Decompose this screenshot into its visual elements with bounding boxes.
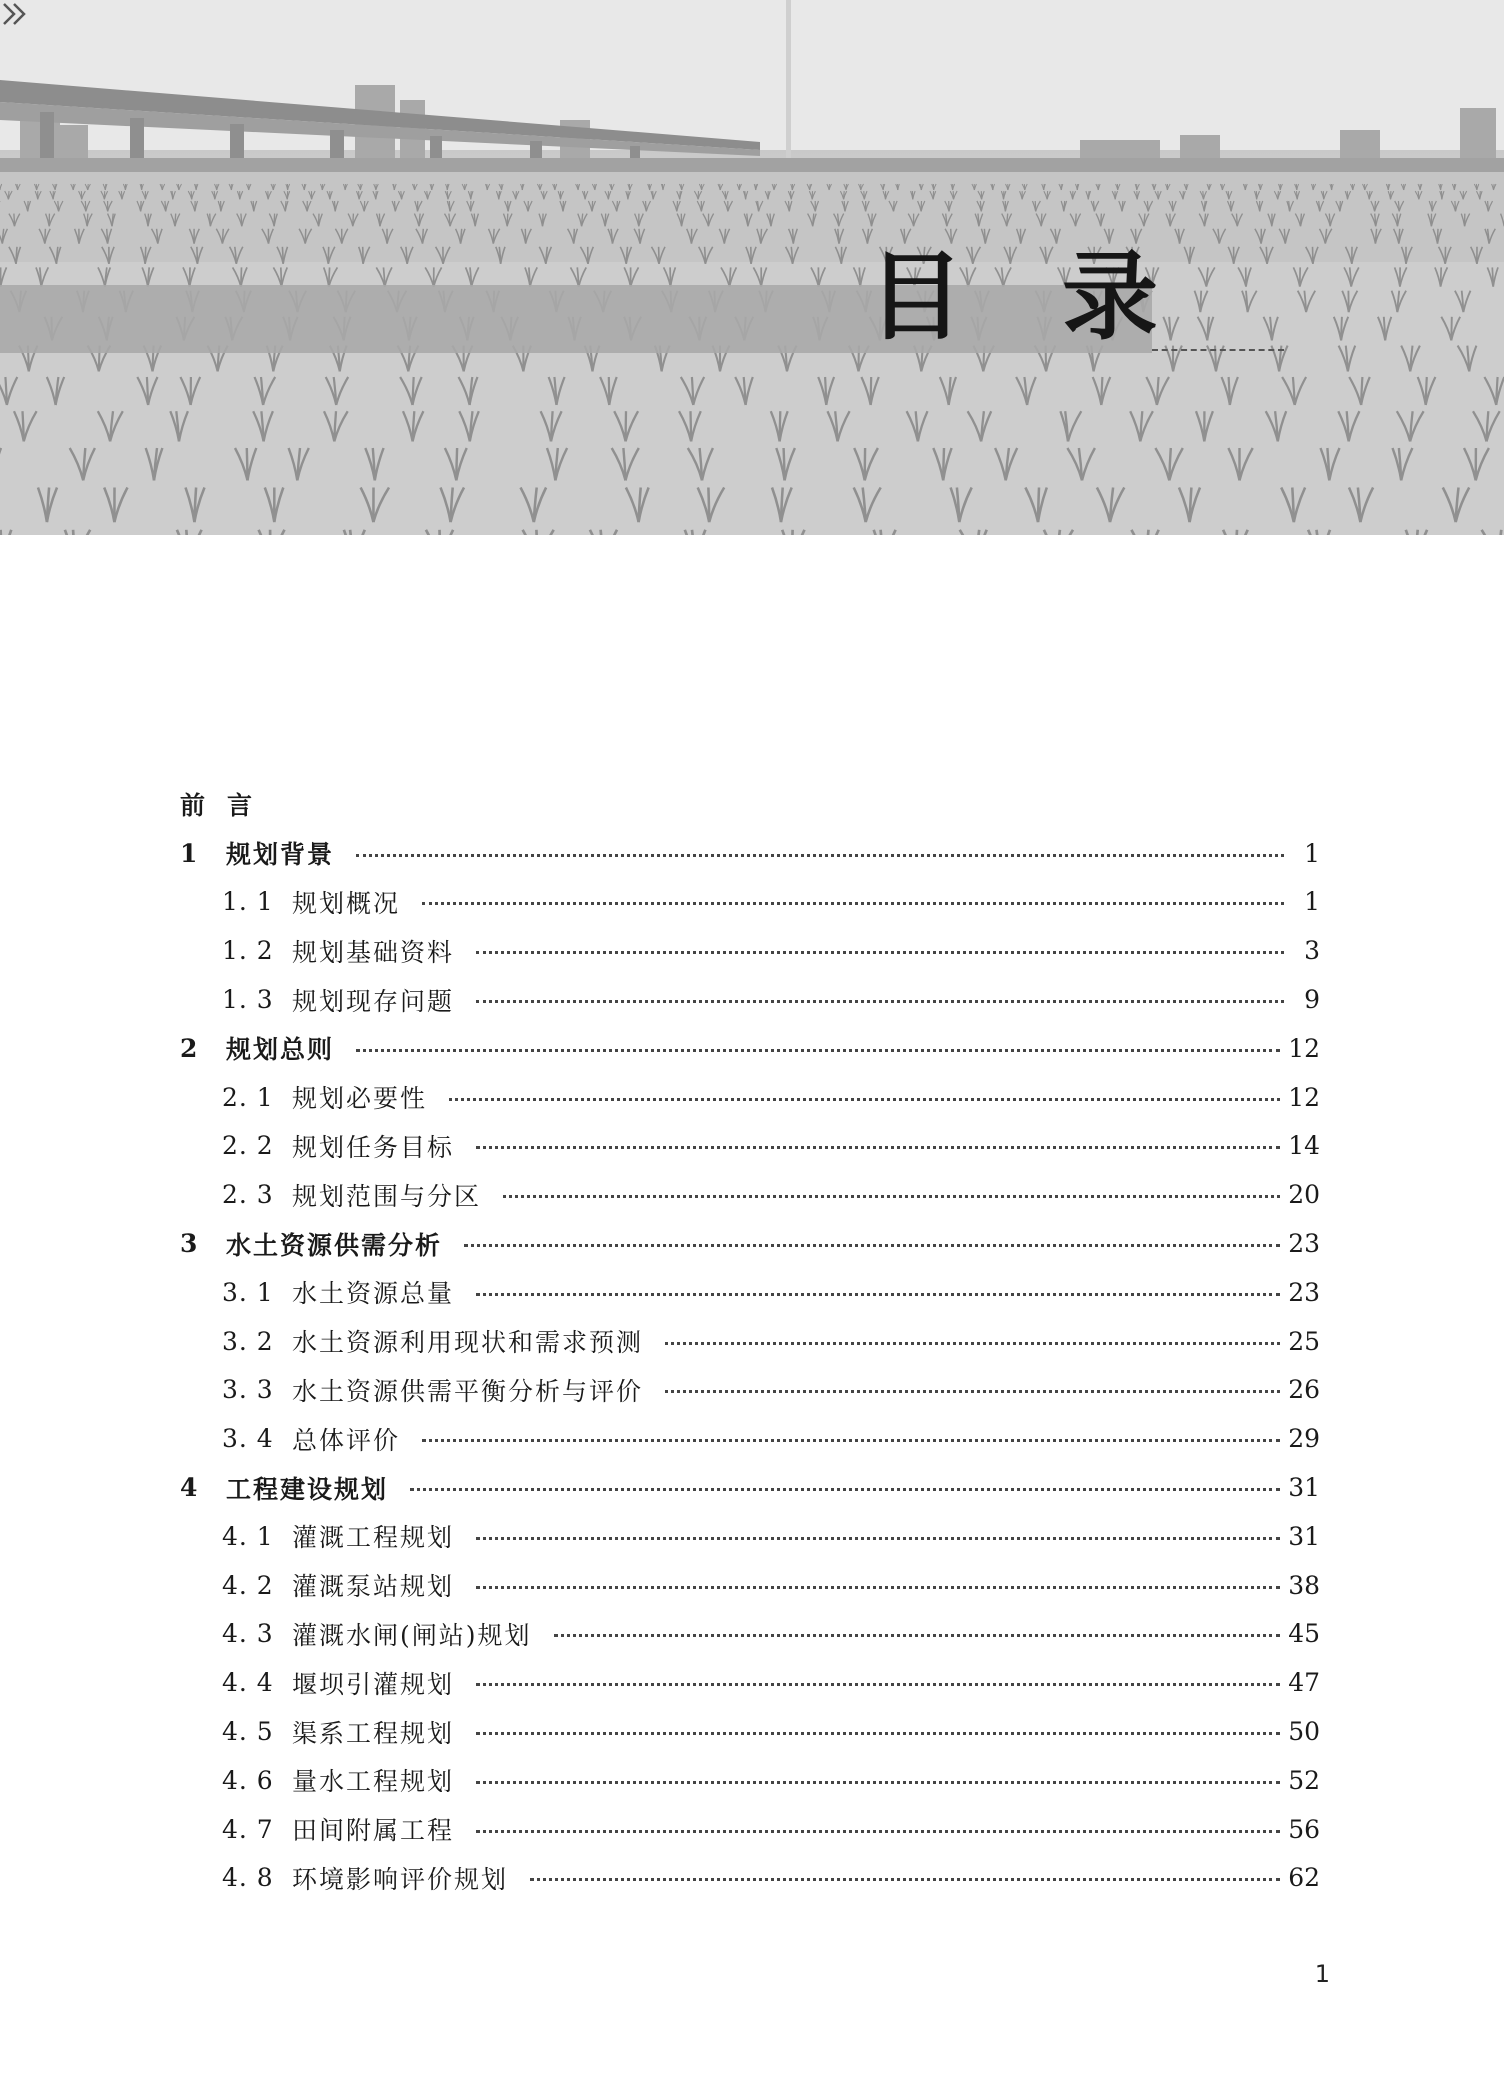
toc-section-row[interactable]: [180, 1366, 1320, 1415]
toc-section-row[interactable]: [180, 1073, 1320, 1122]
toc-label: 堰坝引灌规划: [292, 1669, 455, 1699]
table-of-contents: [180, 780, 1320, 1902]
header-banner: [0, 0, 1504, 535]
toc-number: 1: [180, 838, 198, 868]
toc-number: 4. 3: [222, 1619, 274, 1649]
toc-page-number: 3: [1304, 936, 1320, 966]
toc-page-number: 31: [1288, 1473, 1320, 1503]
toc-label: 水土资源总量: [292, 1279, 455, 1309]
toc-page-number: 47: [1288, 1668, 1320, 1698]
toc-number: 4. 2: [222, 1570, 274, 1600]
toc-number: 4. 4: [222, 1668, 274, 1698]
toc-section-row[interactable]: [180, 1805, 1320, 1854]
toc-label: 渠系工程规划: [292, 1718, 455, 1748]
toc-leader-dots: [476, 1146, 1280, 1149]
toc-label: 规划现存问题: [292, 986, 455, 1016]
toc-label: 灌溉工程规划: [292, 1523, 455, 1553]
toc-label: 田间附属工程: [292, 1816, 455, 1846]
toc-leader-dots: [476, 1781, 1280, 1784]
toc-number: 1. 1: [222, 887, 274, 917]
toc-page-number: 50: [1288, 1717, 1320, 1747]
toc-page-number: 20: [1288, 1180, 1320, 1210]
toc-leader-dots: [476, 1586, 1280, 1589]
toc-label: 总体评价: [292, 1425, 401, 1455]
toc-leader-dots: [449, 1098, 1280, 1101]
toc-page-number: 52: [1288, 1765, 1320, 1795]
toc-number: 2. 1: [222, 1082, 274, 1112]
toc-number: 4. 5: [222, 1717, 274, 1747]
toc-leader-dots: [356, 1049, 1280, 1052]
toc-section-row[interactable]: [180, 878, 1320, 927]
toc-preface-row[interactable]: [180, 780, 1320, 829]
toc-leader-dots: [410, 1488, 1280, 1491]
toc-number: 3: [180, 1229, 198, 1259]
toc-label: 水土资源供需分析: [226, 1230, 443, 1260]
toc-section-row[interactable]: [180, 1854, 1320, 1903]
toc-section-row[interactable]: [180, 1756, 1320, 1805]
page-number: 1: [1314, 1960, 1330, 1988]
toc-number: 4. 6: [222, 1765, 274, 1795]
toc-leader-dots: [665, 1390, 1280, 1393]
rice-field-photo: [0, 0, 1504, 535]
toc-leader-dots: [422, 902, 1284, 905]
toc-page-number: 9: [1304, 985, 1320, 1015]
dashed-arrow-line: [1152, 349, 1284, 351]
toc-number: 4. 8: [222, 1863, 274, 1893]
toc-label: 环境影响评价规划: [292, 1864, 509, 1894]
toc-leader-dots: [476, 951, 1284, 954]
toc-number: 2: [180, 1033, 198, 1063]
toc-leader-dots: [476, 1293, 1280, 1296]
toc-page-number: 23: [1288, 1229, 1320, 1259]
toc-leader-dots: [476, 1537, 1280, 1540]
toc-label: 量水工程规划: [292, 1767, 455, 1797]
toc-label: 前言: [180, 791, 275, 821]
toc-section-row[interactable]: [180, 1122, 1320, 1171]
toc-page-number: 23: [1288, 1277, 1320, 1307]
toc-section-row[interactable]: [180, 975, 1320, 1024]
toc-number: 3. 3: [222, 1375, 274, 1405]
toc-number: 1. 3: [222, 985, 274, 1015]
toc-leader-dots: [476, 1830, 1280, 1833]
toc-chapter-row[interactable]: [180, 1463, 1320, 1512]
toc-label: 规划基础资料: [292, 937, 455, 967]
page-title: [868, 242, 1158, 352]
toc-section-row[interactable]: [180, 1610, 1320, 1659]
toc-label: 灌溉泵站规划: [292, 1572, 455, 1602]
toc-section-row[interactable]: [180, 1268, 1320, 1317]
title-char-2: 录: [1062, 241, 1158, 353]
toc-chapter-row[interactable]: [180, 1024, 1320, 1073]
toc-number: 3. 4: [222, 1424, 274, 1454]
toc-label: 工程建设规划: [226, 1474, 389, 1504]
toc-label: 规划任务目标: [292, 1132, 455, 1162]
toc-number: 4: [180, 1473, 198, 1503]
toc-number: 3. 2: [222, 1326, 274, 1356]
toc-label: 规划必要性: [292, 1084, 428, 1114]
toc-section-row[interactable]: [180, 1512, 1320, 1561]
toc-leader-dots: [422, 1439, 1280, 1442]
toc-leader-dots: [665, 1342, 1280, 1345]
toc-page-number: 1: [1304, 887, 1320, 917]
toc-number: 3. 1: [222, 1277, 274, 1307]
toc-label: 规划概况: [292, 888, 401, 918]
toc-leader-dots: [464, 1244, 1280, 1247]
toc-section-row[interactable]: [180, 1707, 1320, 1756]
toc-page-number: 1: [1304, 838, 1320, 868]
toc-leader-dots: [530, 1878, 1280, 1881]
toc-page-number: 12: [1288, 1033, 1320, 1063]
toc-label: 规划总则: [226, 1035, 335, 1065]
toc-section-row[interactable]: [180, 1414, 1320, 1463]
toc-page-number: 62: [1288, 1863, 1320, 1893]
toc-chapter-row[interactable]: [180, 1219, 1320, 1268]
toc-number: 1. 2: [222, 936, 274, 966]
toc-number: 2. 2: [222, 1131, 274, 1161]
toc-section-row[interactable]: [180, 1658, 1320, 1707]
toc-page-number: 29: [1288, 1424, 1320, 1454]
toc-leader-dots: [356, 854, 1284, 857]
toc-leader-dots: [503, 1195, 1280, 1198]
toc-label: 水土资源供需平衡分析与评价: [292, 1376, 644, 1406]
toc-leader-dots: [476, 1732, 1280, 1735]
toc-page-number: 12: [1288, 1082, 1320, 1112]
toc-page-number: 25: [1288, 1326, 1320, 1356]
toc-number: 2. 3: [222, 1180, 274, 1210]
toc-number: 4. 7: [222, 1814, 274, 1844]
toc-section-row[interactable]: [180, 926, 1320, 975]
toc-number: 4. 1: [222, 1521, 274, 1551]
toc-label: 规划背景: [226, 840, 335, 870]
double-chevron-right-icon: [0, 0, 32, 28]
toc-label: 水土资源利用现状和需求预测: [292, 1328, 644, 1358]
toc-page-number: 56: [1288, 1814, 1320, 1844]
toc-leader-dots: [554, 1634, 1281, 1637]
toc-section-row[interactable]: [180, 1170, 1320, 1219]
toc-page-number: 45: [1288, 1619, 1320, 1649]
title-char-1: 目: [868, 241, 964, 353]
toc-label: 灌溉水闸(闸站)规划: [292, 1620, 532, 1650]
toc-page-number: 31: [1288, 1521, 1320, 1551]
toc-page-number: 26: [1288, 1375, 1320, 1405]
toc-label: 规划范围与分区: [292, 1181, 482, 1211]
toc-section-row[interactable]: [180, 1317, 1320, 1366]
toc-page-number: 38: [1288, 1570, 1320, 1600]
toc-leader-dots: [476, 1683, 1280, 1686]
toc-chapter-row[interactable]: [180, 829, 1320, 878]
toc-section-row[interactable]: [180, 1561, 1320, 1610]
toc-leader-dots: [476, 1000, 1284, 1003]
toc-page-number: 14: [1288, 1131, 1320, 1161]
